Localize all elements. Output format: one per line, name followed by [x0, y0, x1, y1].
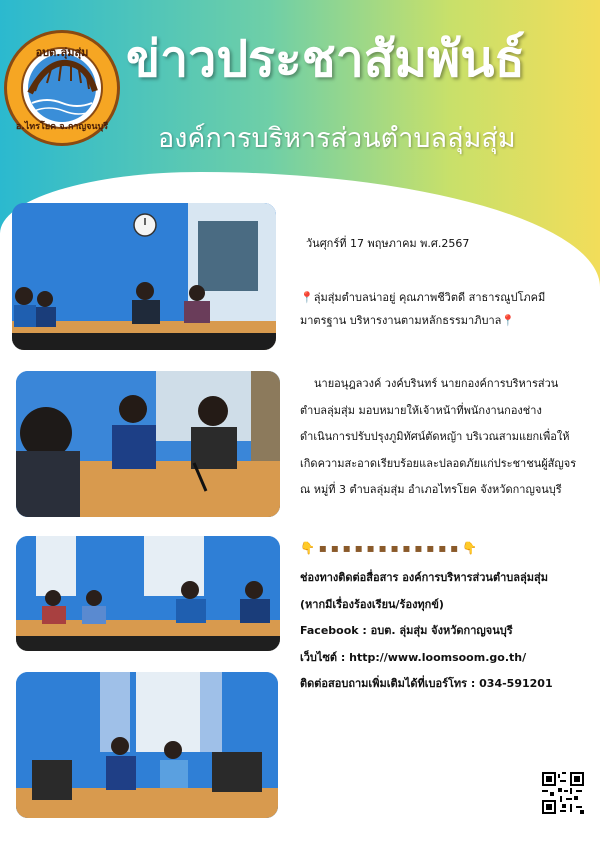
meeting-photo-3: [16, 536, 280, 651]
qr-code-icon[interactable]: [540, 770, 586, 816]
slogan-line-1: 📍ลุ่มสุ่มตำบลน่าอยู่ คุณภาพชีวิตดี สาธารณูปโภคมี: [300, 291, 546, 304]
round-pushpin-icon: 📍: [300, 291, 314, 304]
meeting-photo-2: [16, 371, 280, 517]
organization-logo: [4, 30, 120, 146]
contact-heading: ช่องทางติดต่อสื่อสาร องค์การบริหารส่วนตำบลลุ่มสุ่ม: [300, 571, 548, 584]
body-line: ดำเนินการปรับปรุงภูมิทัศน์ตัดหญ้า บริเวณสามแยกเพื่อให้: [300, 430, 570, 443]
contact-block: [300, 565, 592, 698]
body-line: ตำบลลุ่มสุ่ม มอบหมายให้เจ้าหน้าที่พนักงานกองช่าง: [300, 403, 542, 417]
logo-top-text: อบต.ลุ่มสุ่ม: [35, 46, 89, 59]
contact-facebook[interactable]: Facebook : อบต. ลุ่มสุ่ม จังหวัดกาญจนบุรี: [300, 624, 513, 637]
slogan-line-2: มาตรฐาน บริหารงานตามหลักธรรมาภิบาล📍: [300, 314, 516, 327]
meeting-photo-1: [12, 203, 276, 350]
meeting-photo-4: [16, 672, 278, 818]
page-subtitle: องค์การบริหารส่วนตำบลลุ่มสุ่ม: [158, 123, 516, 154]
body-line: เกิดความสะอาดเรียบร้อยและปลอดภัยแก่ประชาชนผู้สัญจร: [300, 456, 577, 470]
body-line: ณ หมู่ที่ 3 ตำบลลุ่มสุ่ม อำเภอไทรโยค จังหวัดกาญจนบุรี: [300, 483, 562, 496]
contact-heading-sub: (หากมีเรื่องร้องเรียน/ร้องทุกข์): [300, 597, 444, 611]
body-line: นายอนุฎลวงค์ วงค์บรินทร์ นายกองค์การบริหารส่วน: [314, 377, 559, 390]
contact-decoration: 👇 ▪ ▪ ▪ ▪ ▪ ▪ ▪ ▪ ▪ ▪ ▪ ▪ 👇: [300, 541, 478, 555]
article-date: วันศุกร์ที่ 17 พฤษภาคม พ.ศ.2567: [306, 237, 470, 250]
round-pushpin-icon: 📍: [501, 314, 516, 327]
article-body: [300, 371, 592, 504]
logo-bottom-text: อ.ไทรโยค จ.กาญจนบุรี: [15, 122, 109, 132]
contact-phone: ติดต่อสอบถามเพิ่มเติมได้ที่เบอร์โทร : 034-591201: [300, 677, 553, 690]
contact-website[interactable]: เว็บไซต์ : http://www.loomsoom.go.th/: [300, 650, 527, 664]
slogan-block: [300, 286, 590, 332]
page-title: ข่าวประชาสัมพันธ์: [126, 30, 525, 88]
